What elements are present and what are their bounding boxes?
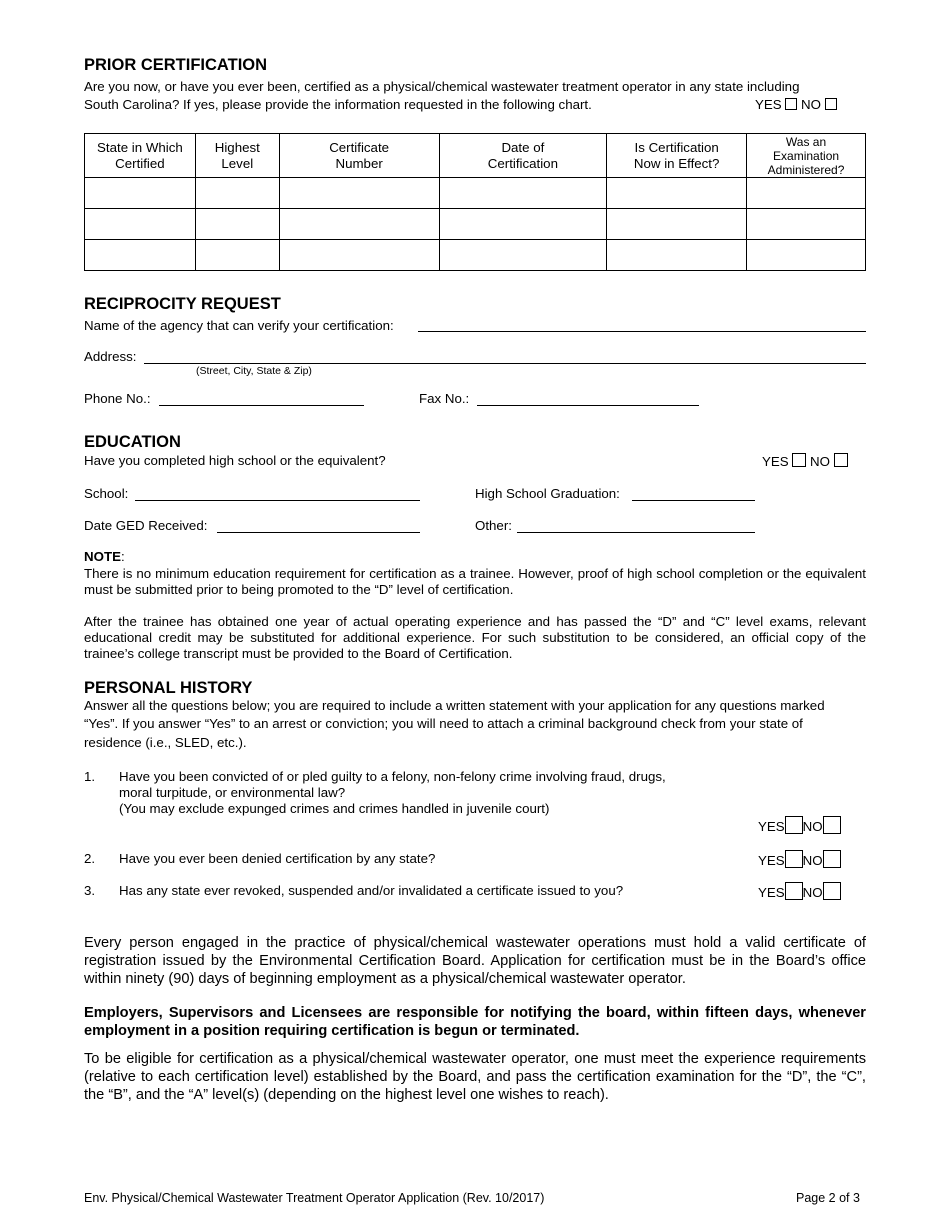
table-row (85, 178, 866, 209)
note-paragraph-1: There is no minimum education requirement for certification as a trainee. However, proof of high school completion or the equivalent must be submitted prior to being promoted to the “D” level of certification. (84, 566, 866, 597)
address-hint: (Street, City, State & Zip) (196, 365, 312, 377)
q1-no-checkbox[interactable] (823, 816, 841, 834)
footer-page-number: Page 2 of 3 (796, 1191, 860, 1205)
other-label: Other: (475, 518, 512, 533)
agency-field[interactable] (418, 331, 866, 332)
other-field[interactable] (517, 532, 755, 533)
prior-certification-heading: PRIOR CERTIFICATION (84, 56, 268, 74)
table-cell[interactable] (279, 240, 439, 271)
prior-certification-table (84, 133, 866, 271)
question-1-line2: moral turpitude, or environmental law? (119, 785, 346, 800)
note-label: NOTE: (84, 549, 125, 564)
table-row (85, 209, 866, 240)
question-2-answer (758, 850, 841, 868)
prior-yes-label: YES (755, 97, 782, 112)
question-3-answer (758, 882, 841, 900)
column-header: Is Certification Now in Effect? (607, 134, 747, 178)
prior-no-label: NO (801, 97, 821, 112)
table-cell[interactable] (747, 240, 866, 271)
q3-no-checkbox[interactable] (823, 882, 841, 900)
education-yes-no (762, 453, 848, 469)
school-field[interactable] (135, 500, 420, 501)
hs-graduation-label: High School Graduation: (475, 486, 620, 501)
school-label: School: (84, 486, 129, 501)
table-cell[interactable] (85, 240, 196, 271)
prior-no-checkbox[interactable] (825, 98, 837, 110)
fax-label: Fax No.: (419, 391, 470, 406)
table-cell[interactable] (607, 209, 747, 240)
table-cell[interactable] (279, 178, 439, 209)
table-cell[interactable] (747, 178, 866, 209)
q2-no-checkbox[interactable] (823, 850, 841, 868)
q1-no-label: NO (802, 819, 823, 834)
question-3-number: 3. (84, 883, 96, 898)
q1-yes-label: YES (758, 819, 785, 834)
column-header: State in Which Certified (85, 134, 196, 178)
question-2-line1: Have you ever been denied certification by any state? (119, 851, 436, 866)
q1-yes-checkbox[interactable] (785, 816, 803, 834)
education-yes-checkbox[interactable] (792, 453, 806, 467)
column-header: Was an Examination Administered? (747, 134, 866, 178)
personal-intro-line2: “Yes”. If you answer “Yes” to an arrest or conviction; you will need to attach a criminal background check from your state of (84, 716, 803, 731)
question-2-number: 2. (84, 851, 96, 866)
column-header: Date of Certification (439, 134, 607, 178)
address-label: Address: (84, 349, 137, 364)
table-cell[interactable] (439, 178, 607, 209)
hs-graduation-field[interactable] (632, 500, 755, 501)
closing-paragraph-2: Employers, Supervisors and Licensees are responsible for notifying the board, within fifteen days, whenever employment in a position requiring certification is begun or terminated. (84, 1005, 866, 1039)
ged-field[interactable] (217, 532, 420, 533)
agency-label: Name of the agency that can verify your certification: (84, 318, 394, 333)
phone-field[interactable] (159, 405, 364, 406)
ged-label: Date GED Received: (84, 518, 208, 533)
personal-intro-line3: residence (i.e., SLED, etc.). (84, 735, 247, 750)
table-cell[interactable] (607, 178, 747, 209)
address-field[interactable] (144, 363, 866, 364)
prior-yes-checkbox[interactable] (785, 98, 797, 110)
q2-no-label: NO (802, 853, 823, 868)
prior-intro-line2: South Carolina? If yes, please provide the information requested in the following chart. (84, 97, 592, 112)
q3-yes-label: YES (758, 885, 785, 900)
question-3-line1: Has any state ever revoked, suspended and/or invalidated a certificate issued to you? (119, 883, 624, 898)
table-cell[interactable] (747, 209, 866, 240)
table-cell[interactable] (195, 240, 279, 271)
education-heading: EDUCATION (84, 433, 181, 451)
column-header: Certificate Number (279, 134, 439, 178)
personal-history-heading: PERSONAL HISTORY (84, 679, 253, 697)
education-no-label: NO (810, 454, 830, 469)
table-cell[interactable] (439, 209, 607, 240)
closing-paragraph-3: To be eligible for certification as a physical/chemical wastewater operator, one must meet the experience requirements (relative to each certification level) established by the Board, and pass the certification examination for the “D”, the “C”, the “B”, and the “A” level(s) (depending on the highest level one wishes to reach). (84, 1051, 866, 1103)
q3-no-label: NO (802, 885, 823, 900)
q3-yes-checkbox[interactable] (785, 882, 803, 900)
table-cell[interactable] (85, 209, 196, 240)
table-cell[interactable] (607, 240, 747, 271)
table-row (85, 240, 866, 271)
education-yes-label: YES (762, 454, 789, 469)
phone-label: Phone No.: (84, 391, 151, 406)
question-1-line3: (You may exclude expunged crimes and crimes handled in juvenile court) (119, 801, 550, 816)
table-cell[interactable] (195, 178, 279, 209)
footer-form-title: Env. Physical/Chemical Wastewater Treatment Operator Application (Rev. 10/2017) (84, 1191, 545, 1205)
fax-field[interactable] (477, 405, 699, 406)
table-cell[interactable] (279, 209, 439, 240)
prior-intro-line1: Are you now, or have you ever been, certified as a physical/chemical wastewater treatment operator in any state including (84, 79, 800, 94)
note-paragraph-2: After the trainee has obtained one year of actual operating experience and has passed the “D” and “C” level exams, relevant educational credit may be substituted for additional experience. For such substitution to be considered, an official copy of the trainee’s college transcript must be provided to the Board of Certification. (84, 614, 866, 661)
prior-yes-no (755, 97, 837, 112)
table-header-row (85, 134, 866, 178)
table-cell[interactable] (195, 209, 279, 240)
q2-yes-label: YES (758, 853, 785, 868)
question-1-number: 1. (84, 769, 96, 784)
table-cell[interactable] (85, 178, 196, 209)
question-1-line1: Have you been convicted of or pled guilty to a felony, non-felony crime involving fraud, drugs, (119, 769, 666, 784)
q2-yes-checkbox[interactable] (785, 850, 803, 868)
reciprocity-heading: RECIPROCITY REQUEST (84, 295, 281, 313)
closing-paragraph-1: Every person engaged in the practice of physical/chemical wastewater operations must hold a valid certificate of registration issued by the Environmental Certification Board. Application for certification must be in the Board’s office within ninety (90) days of beginning employment as a physical/chemical wastewater operator. (84, 935, 866, 987)
column-header: Highest Level (195, 134, 279, 178)
education-no-checkbox[interactable] (834, 453, 848, 467)
question-1-answer (758, 816, 841, 834)
education-question: Have you completed high school or the equivalent? (84, 453, 386, 468)
personal-intro-line1: Answer all the questions below; you are required to include a written statement with your application for any questions marked (84, 698, 825, 713)
table-cell[interactable] (439, 240, 607, 271)
